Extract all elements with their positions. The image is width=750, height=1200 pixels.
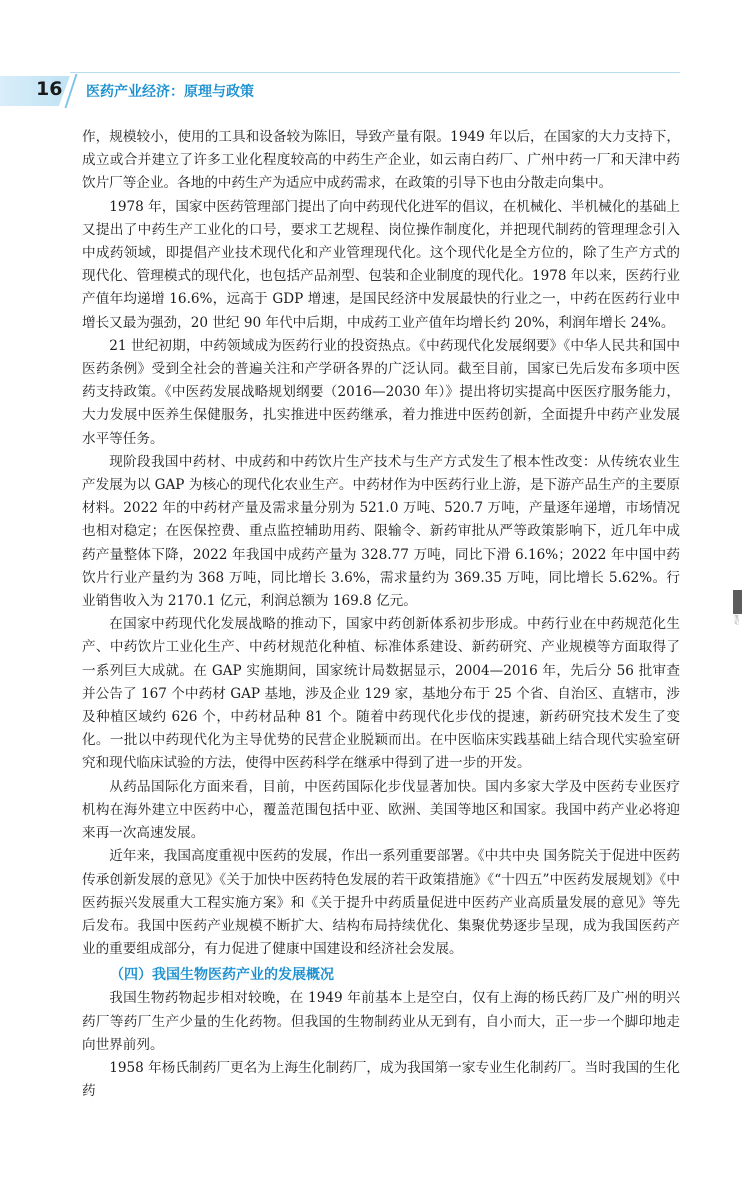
body-paragraph: 近年来，我国高度重视中医药的发展，作出一系列重要部署。《中共中央 国务院关于促进中医药传承创新发展的意见》《关于加快中医药特色发展的若干政策措施》《“十四五”中医药发展规划》《中医药振兴发展重大工程实施方案》和《关于提升中药质量促进中医药产业高质量发展的意见》等先后发布。我国中医药产业规模不断扩大、结构布局持续优化、集聚优势逐步呈现，成为我国医药产业的重要组成部分，有力促进了健康中国建设和经济社会发展。	[82, 848, 680, 958]
page-body	[82, 126, 680, 1103]
book-title: 医药产业经济：原理与政策	[86, 84, 254, 100]
body-paragraph: 作，规模较小，使用的工具和设备较为陈旧，导致产量有限。1949 年以后，在国家的大力支持下，成立或合并建立了许多工业化程度较高的中药生产企业，如云南白药厂、广州中药一厂和天津中药饮片厂等企业。各地的中药生产为适应中成药需求，在政策的引导下也由分散走向集中。	[82, 129, 680, 192]
margin-note-tab	[733, 590, 742, 614]
header-rule	[70, 72, 680, 73]
body-paragraph: 我国生物药物起步相对较晚，在 1949 年前基本上是空白，仅有上海的杨氏药厂及广州的明兴药厂等药厂生产少量的生化药物。但我国的生物制药业从无到有，自小而大，正一步一个脚印地走向世界前列。	[82, 990, 680, 1053]
page-number: 16	[36, 78, 63, 100]
body-paragraph: 21 世纪初期，中药领域成为医药行业的投资热点。《中药现代化发展纲要》《中华人民共和国中医药条例》受到全社会的普遍关注和产学研各界的广泛认同。截至目前，国家已先后发布多项中医药支持政策。《中医药发展战略规划纲要（2016—2030 年）》提出将切实提高中医医疗服务能力，大力发展中医养生保健服务，扎实推进中医药继承，着力推进中医药创新，全面提升中药产业发展水平等任务。	[82, 337, 680, 447]
body-paragraph: 1958 年杨氏制药厂更名为上海生化制药厂，成为我国第一家专业生化制药厂。当时我国的生化药	[82, 1059, 680, 1100]
page-header	[0, 72, 750, 112]
section-heading: （四）我国生物医药产业的发展概况	[110, 967, 334, 984]
body-paragraph: 在国家中药现代化发展战略的推动下，国家中药创新体系初步形成。中药行业在中药规范化生产、中药饮片工业化生产、中药材规范化种植、标准体系建设、新药研究、产业规模等方面取得了一系列巨大成就。在 GAP 实施期间，国家统计局数据显示，2004—2016 年，先后分 56 批审查并公告了 167 个中药材 GAP 基地，涉及企业 129 家，基地分布于 25 个省、自治区、直辖市，涉及种植区域约 626 个，中药材品种 81 个。随着中药现代化步伐的提速，新药研究技术发生了变化。一批以中药现代化为主导优势的民营企业脱颖而出。在中医临床实践基础上结合现代实验室研究和现代临床试验的方法，使得中医药科学在继承中得到了进一步的开发。	[82, 616, 680, 772]
margin-note-label: 笔记	[734, 615, 740, 626]
body-paragraph: 现阶段我国中药材、中成药和中药饮片生产技术与生产方式发生了根本性改变：从传统农业生产发展为以 GAP 为核心的现代化农业生产。中药材作为中医药行业上游，是下游产品生产的主要原材料。2022 年的中药材产量及需求量分别为 521.0 万吨、520.7 万吨，产量逐年递增，市场情况也相对稳定；在医保控费、重点监控辅助用药、限输令、新药审批从严等政策影响下，近几年中成药产量整体下降，2022 年我国中成药产量为 328.77 万吨，同比下滑 6.16%；2022 年中国中药饮片行业产量约为 368 万吨，同比增长 3.6%，需求量约为 369.35 万吨，同比增长 5.62%。行业销售收入为 2170.1 亿元，利润总额为 169.8 亿元。	[82, 453, 680, 610]
body-paragraph: 从药品国际化方面来看，目前，中医药国际化步伐显著加快。国内多家大学及中医药专业医疗机构在海外建立中医药中心，覆盖范围包括中亚、欧洲、美国等地区和国家。我国中药产业必将迎来再一次高速发展。	[82, 778, 680, 842]
body-paragraph: 1978 年，国家中医药管理部门提出了向中药现代化进军的倡议，在机械化、半机械化的基础上又提出了中药生产工业化的口号，要求工艺规程、岗位操作制度化，并把现代制药的管理理念引入中成药领域，即提倡产业技术现代化和产业管理现代化。这个现代化是全方位的，除了生产方式的现代化、管理模式的现代化，也包括产品剂型、包装和企业制度的现代化。1978 年以来，医药行业产值年均递增 16.6%，远高于 GDP 增速，是国民经济中发展最快的行业之一，中药在医药行业中增长又最为强劲，20 世纪 90 年代中后期，中成药工业产值年均增长约 20%，利润年增长 24%。	[82, 198, 680, 331]
